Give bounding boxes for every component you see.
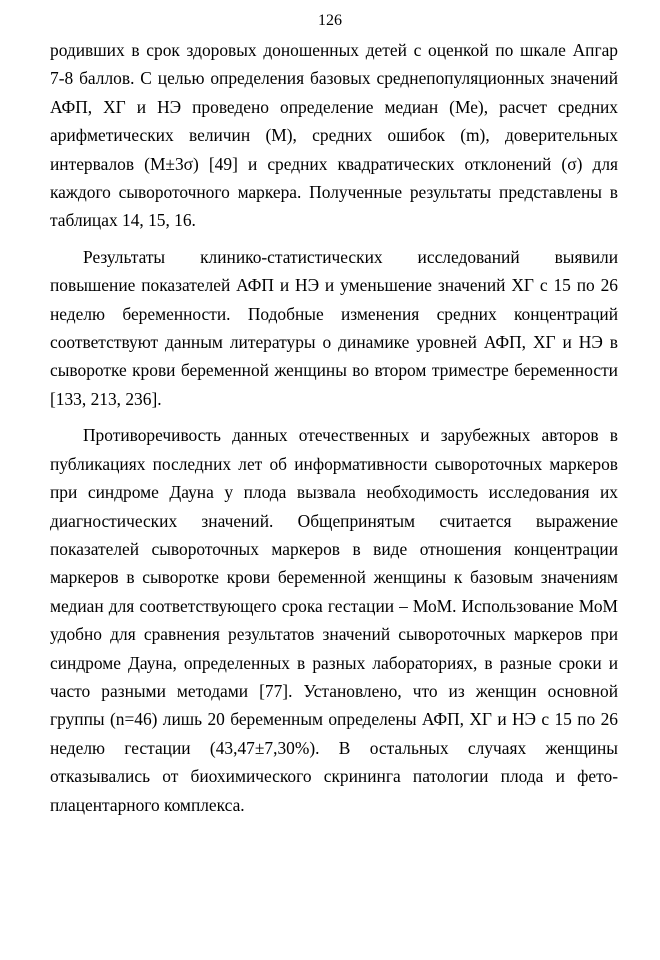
text-line: группы (n=46) лишь 20 беременным определены АФП, ХГ и НЭ с 15 по 26 — [50, 709, 618, 730]
text-line: каждого сывороточного маркера. Полученные результаты представлены в — [50, 182, 618, 203]
text-line: удобно для сравнения результатов значений сывороточных маркеров при — [50, 624, 618, 645]
text-line: интервалов (М±3σ) [49] и средних квадратических отклонений (σ) для — [50, 153, 618, 174]
text-line: диагностических значений. Общепринятым считается выражение — [50, 510, 618, 531]
text-line: неделю беременности. Подобные изменения средних концентраций — [50, 303, 618, 324]
text-line: сыворотке крови беременной женщины во втором триместре беременности — [50, 360, 618, 381]
text-line: таблицах 14, 15, 16. — [50, 210, 196, 231]
text-line: публикациях последних лет об информативности сывороточных маркеров — [50, 453, 618, 474]
text-line: Противоречивость данных отечественных и зарубежных авторов в — [83, 425, 618, 446]
paragraph-2 — [50, 243, 618, 413]
text-line: АФП, ХГ и НЭ проведено определение медиан (Ме), расчет средних — [50, 96, 618, 117]
text-line: медиан для соответствующего срока гестации – МоМ. Использование МоМ — [50, 595, 618, 616]
text-line: неделю гестации (43,47±7,30%). В остальных случаях женщины — [50, 737, 618, 758]
body-text — [50, 36, 618, 827]
paragraph-1 — [50, 36, 618, 235]
text-line: повышение показателей АФП и НЭ и уменьшение значений ХГ с 15 по 26 — [50, 275, 618, 296]
text-line: при синдроме Дауна у плода вызвала необходимость исследования их — [50, 482, 618, 503]
text-line: часто разными методами [77]. Установлено, что из женщин основной — [50, 680, 618, 701]
text-line: синдроме Дауна, определенных в разных лабораториях, в разные сроки и — [50, 652, 618, 673]
text-line: родивших в срок здоровых доношенных детей с оценкой по шкале Апгар — [50, 40, 618, 60]
text-line: соответствуют данным литературы о динамике уровней АФП, ХГ и НЭ в — [50, 332, 618, 353]
text-line: арифметических величин (М), средних ошибок (m), доверительных — [50, 125, 618, 146]
text-line: плацентарного комплекса. — [50, 794, 245, 815]
text-line: отказывались от биохимического скрининга патологии плода и фето- — [50, 766, 618, 787]
text-line: маркеров в сыворотке крови беременной женщины к базовым значениям — [50, 567, 618, 588]
paragraph-3 — [50, 421, 618, 819]
page-number: 126 — [318, 12, 342, 29]
text-line: показателей сывороточных маркеров в виде отношения концентрации — [50, 538, 618, 559]
text-line: 7-8 баллов. С целью определения базовых среднепопуляционных значений — [50, 68, 618, 89]
text-line: Результаты клинико-статистических исследований выявили — [83, 246, 618, 267]
text-line: [133, 213, 236]. — [50, 388, 162, 409]
